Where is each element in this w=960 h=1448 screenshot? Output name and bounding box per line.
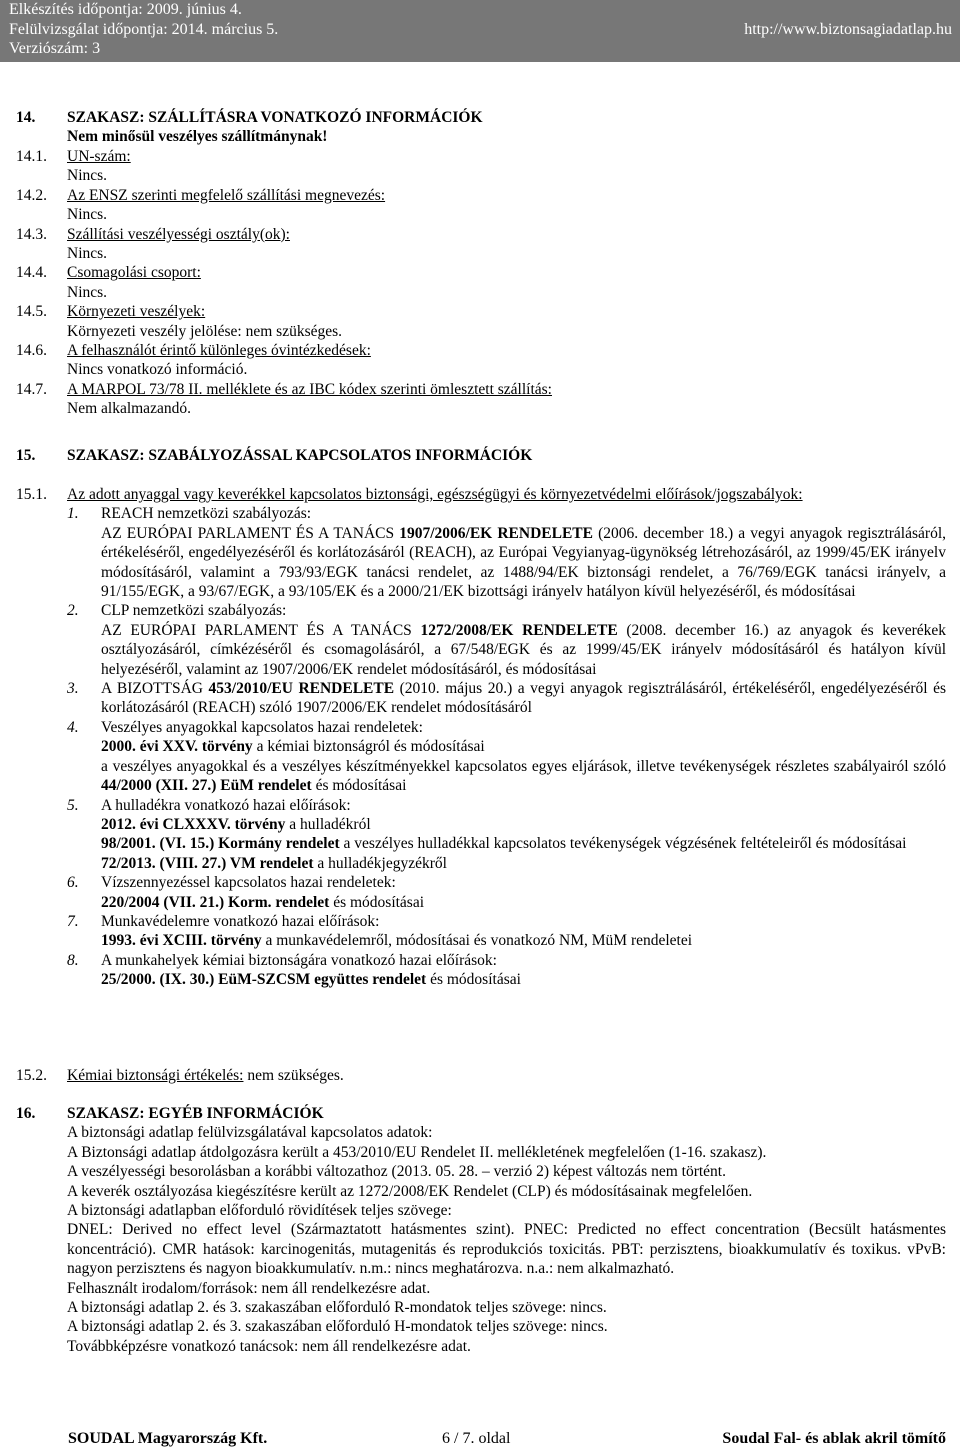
- list-item: [67, 796, 946, 874]
- footer-company: SOUDAL Magyarország Kft.: [68, 1430, 268, 1447]
- subsection-number: 15.2.: [16, 1067, 47, 1084]
- item-number: 2.: [67, 602, 79, 620]
- item-label: A felhasználót érintő különleges óvintézkedések:: [67, 342, 371, 360]
- item-number: 14.1.: [16, 148, 47, 165]
- subsection-15-2: [16, 1066, 946, 1085]
- item-value: Környezeti veszély jelölése: nem szükséges.: [67, 322, 343, 340]
- section-title: SZAKASZ: SZABÁLYOZÁSSAL KAPCSOLATOS INFORMÁCIÓK: [67, 447, 533, 464]
- transport-note: [16, 127, 946, 146]
- transport-item: [16, 186, 946, 225]
- revised-date: Felülvizsgálat időpontja: 2014. március 5.: [9, 20, 279, 38]
- transport-item: [16, 225, 946, 264]
- item-label: A MARPOL 73/78 II. melléklete és az IBC kódex szerinti ömlesztett szállítás:: [67, 380, 552, 398]
- subsection-15-1: [16, 485, 946, 990]
- item-number: 14.5.: [16, 303, 47, 321]
- item-number: 14.6.: [16, 342, 47, 360]
- item-title: CLP nemzetközi szabályozás:: [101, 602, 287, 620]
- page-header: [0, 0, 960, 62]
- item-value: Nincs.: [67, 283, 108, 301]
- item-value: Nem alkalmazandó.: [67, 400, 191, 418]
- item-title: A hulladékra vonatkozó hazai előírások:: [101, 796, 351, 814]
- item-value: Nincs vonatkozó információ.: [67, 361, 248, 379]
- item-title: REACH nemzetközi szabályozás:: [101, 505, 312, 523]
- section-title: SZAKASZ: SZÁLLÍTÁSRA VONATKOZÓ INFORMÁCIÓK: [67, 109, 483, 126]
- list-item: [67, 873, 946, 912]
- info-line: A biztonsági adatlapban előforduló rövidítések teljes szövege:: [67, 1202, 452, 1220]
- info-line: Továbbképzésre vonatkozó tanácsok: nem áll rendelkezésre adat.: [67, 1337, 471, 1355]
- section-14-heading: [16, 108, 946, 127]
- info-line: A Biztonsági adatlap átdolgozásra került a 453/2010/EU Rendelet II. mellékletének megfelelően (1-16. szakasz).: [67, 1143, 767, 1161]
- section-16: [16, 1104, 946, 1356]
- item-number: 4.: [67, 718, 79, 736]
- transport-item: [16, 341, 946, 380]
- item-number: 7.: [67, 912, 79, 930]
- transport-item: [16, 380, 946, 419]
- item-text: AZ EURÓPAI PARLAMENT ÉS A TANÁCS 1907/2006/EK RENDELETE (2006. december 18.) a vegyi anyagok regisztrálásáról, értékeléséről, engedélyezéséről és korlátozásáról (REACH), az Európai Vegyianyag-ügynökség létrehozásáról, az 1999/45/EK irányelv módosításáról, valamint a 793/93/EGK tanácsi rendelet, az 1488/94/EK biztonsági rendelet, a 76/769/EGK tanácsi irányelv, a 91/155/EGK, a 93/67/EGK, a 93/105/EK és a 2000/21/EK bizottsági irányelv hatályon kívül helyezéséről, és módosításai: [101, 524, 946, 601]
- item-title: A munkahelyek kémiai biztonságára vonatkozó hazai előírások:: [101, 951, 497, 969]
- item-title: Veszélyes anyagokkal kapcsolatos hazai rendeletek:: [101, 718, 423, 736]
- item-value: Nincs.: [67, 245, 108, 263]
- section-number: 14.: [16, 109, 36, 126]
- item-text: 2000. évi XXV. törvény a kémiai biztonságról és módosításai: [101, 738, 485, 756]
- footer-product: Soudal Fal- és ablak akril tömítő: [722, 1430, 946, 1447]
- info-line: A biztonsági adatlap 2. és 3. szakaszában előforduló H-mondatok teljes szövege: nincs.: [67, 1318, 608, 1336]
- transport-item: [16, 302, 946, 341]
- item-text: 72/2013. (VIII. 27.) VM rendelet a hulladékjegyzékről: [101, 854, 447, 872]
- item-number: 3.: [67, 680, 79, 698]
- transport-item: [16, 147, 946, 186]
- website-link[interactable]: http://www.biztonsagiadatlap.hu: [744, 21, 952, 38]
- section-16-lines: [67, 1123, 946, 1356]
- item-text: AZ EURÓPAI PARLAMENT ÉS A TANÁCS 1272/2008/EK RENDELETE (2008. december 16.) az anyagok és keverékek osztályozásáról, címkézéséről és csomagolásáról, a 67/548/EGK és az 1999/45/EK irányelv módosításáról és hatályon kívül helyezéséről, valamint az 1907/2006/EK rendelet módosításáról, és módosításai: [101, 621, 946, 678]
- item-number: 5.: [67, 796, 79, 814]
- info-line: A keverék osztályozása kiegészítésre került az 1272/2008/EK Rendelet (CLP) és módosításainak megfelelően.: [67, 1182, 753, 1200]
- item-number: 14.2.: [16, 186, 47, 204]
- info-line: A biztonsági adatlap 2. és 3. szakaszában előforduló R-mondatok teljes szövege: nincs.: [67, 1299, 607, 1317]
- section-15-heading: [16, 446, 946, 465]
- item-text: A BIZOTTSÁG 453/2010/EU RENDELETE (2010. május 20.) a vegyi anyagok regisztrálásáról, értékeléséről, engedélyezéséről és korlátozásáról (REACH) szóló 1907/2006/EK rendelet módosításáról: [101, 680, 946, 717]
- item-number: 6.: [67, 874, 79, 892]
- transport-items: [16, 147, 946, 419]
- list-item: [67, 601, 946, 679]
- item-label: Környezeti veszélyek:: [67, 303, 206, 321]
- note-text: Nem minősül veszélyes szállítmánynak!: [67, 128, 328, 145]
- created-date: Elkészítés időpontja: 2009. június 4.: [9, 1, 242, 18]
- subsection-title: Az adott anyaggal vagy keverékkel kapcsolatos biztonsági, egészségügyi és környezetvédelmi előírások/jogszabályok:: [67, 486, 803, 503]
- item-text: 2012. évi CLXXXV. törvény a hulladékról: [101, 815, 371, 833]
- item-title: Munkavédelemre vonatkozó hazai előírások:: [101, 912, 380, 930]
- item-number: 14.3.: [16, 225, 47, 243]
- header-dates: [9, 0, 278, 59]
- item-title: Vízszennyezéssel kapcsolatos hazai rendeletek:: [101, 874, 396, 892]
- item-text: 98/2001. (VI. 15.) Kormány rendelet a veszélyes hulladékkal kapcsolatos tevékenységek végzésének feltételeiről és módosításai: [101, 835, 907, 853]
- item-value: Nincs.: [67, 206, 108, 224]
- item-label: Csomagolási csoport:: [67, 264, 201, 282]
- info-line: Felhasznált irodalom/források: nem áll rendelkezésre adat.: [67, 1279, 431, 1297]
- list-item: [67, 912, 946, 951]
- subsection-value: nem szükséges.: [243, 1067, 344, 1084]
- list-item: [67, 679, 946, 718]
- item-label: Szállítási veszélyességi osztály(ok):: [67, 225, 290, 243]
- info-line: A veszélyességi besorolásban a korábbi változathoz (2013. 05. 28. – verzió 2) képest változás nem történt.: [67, 1163, 726, 1181]
- item-text: 220/2004 (VII. 21.) Korm. rendelet és módosításai: [101, 893, 425, 911]
- item-value: Nincs.: [67, 167, 108, 185]
- info-line: DNEL: Derived no effect level (Származtatott hatásmentes szint). PNEC: Predicted no effect concentration (Becsült hatásmentes koncentráció). CMR hatások: karcinogenitás, mutagenitás és reprodukciós toxicitás. PBT: perzisztens, bioakkumulatív és toxikus. vPvB: nagyon perzisztens és nagyon bioakkumulatív. n.m.: nincs meghatározva. n.a.: nem alkalmazható.: [67, 1221, 946, 1278]
- item-text: 25/2000. (IX. 30.) EüM-SZCSM együttes rendelet és módosításai: [101, 971, 521, 989]
- section-number: 16.: [16, 1105, 36, 1122]
- list-item: [67, 951, 946, 990]
- item-text: 1993. évi XCIII. törvény a munkavédelemről, módosításai és vonatkozó NM, MüM rendeletei: [101, 932, 693, 950]
- info-line: A biztonsági adatlap felülvizsgálatával kapcsolatos adatok:: [67, 1124, 433, 1142]
- item-number: 8.: [67, 951, 79, 969]
- subsection-title: Kémiai biztonsági értékelés:: [67, 1067, 244, 1084]
- list-item: [67, 718, 946, 796]
- version-number: Verziószám: 3: [9, 40, 101, 57]
- item-label: Az ENSZ szerinti megfelelő szállítási megnevezés:: [67, 186, 386, 204]
- item-label: UN-szám:: [67, 148, 131, 165]
- item-text: a veszélyes anyagokkal és a veszélyes készítményekkel kapcsolatos egyes eljárások, illetve tevékenységek részletes szabályairól szóló 44/2000 (XII. 27.) EüM rendelet és módosításai: [101, 757, 946, 795]
- item-number: 14.7.: [16, 380, 47, 398]
- subsection-number: 15.1.: [16, 486, 47, 503]
- list-item: [67, 504, 946, 601]
- transport-item: [16, 263, 946, 302]
- item-number: 1.: [67, 505, 79, 523]
- section-number: 15.: [16, 447, 36, 464]
- item-number: 14.4.: [16, 264, 47, 282]
- section-title: SZAKASZ: EGYÉB INFORMÁCIÓK: [67, 1105, 324, 1122]
- footer-page-number: 6 / 7. oldal: [442, 1430, 511, 1447]
